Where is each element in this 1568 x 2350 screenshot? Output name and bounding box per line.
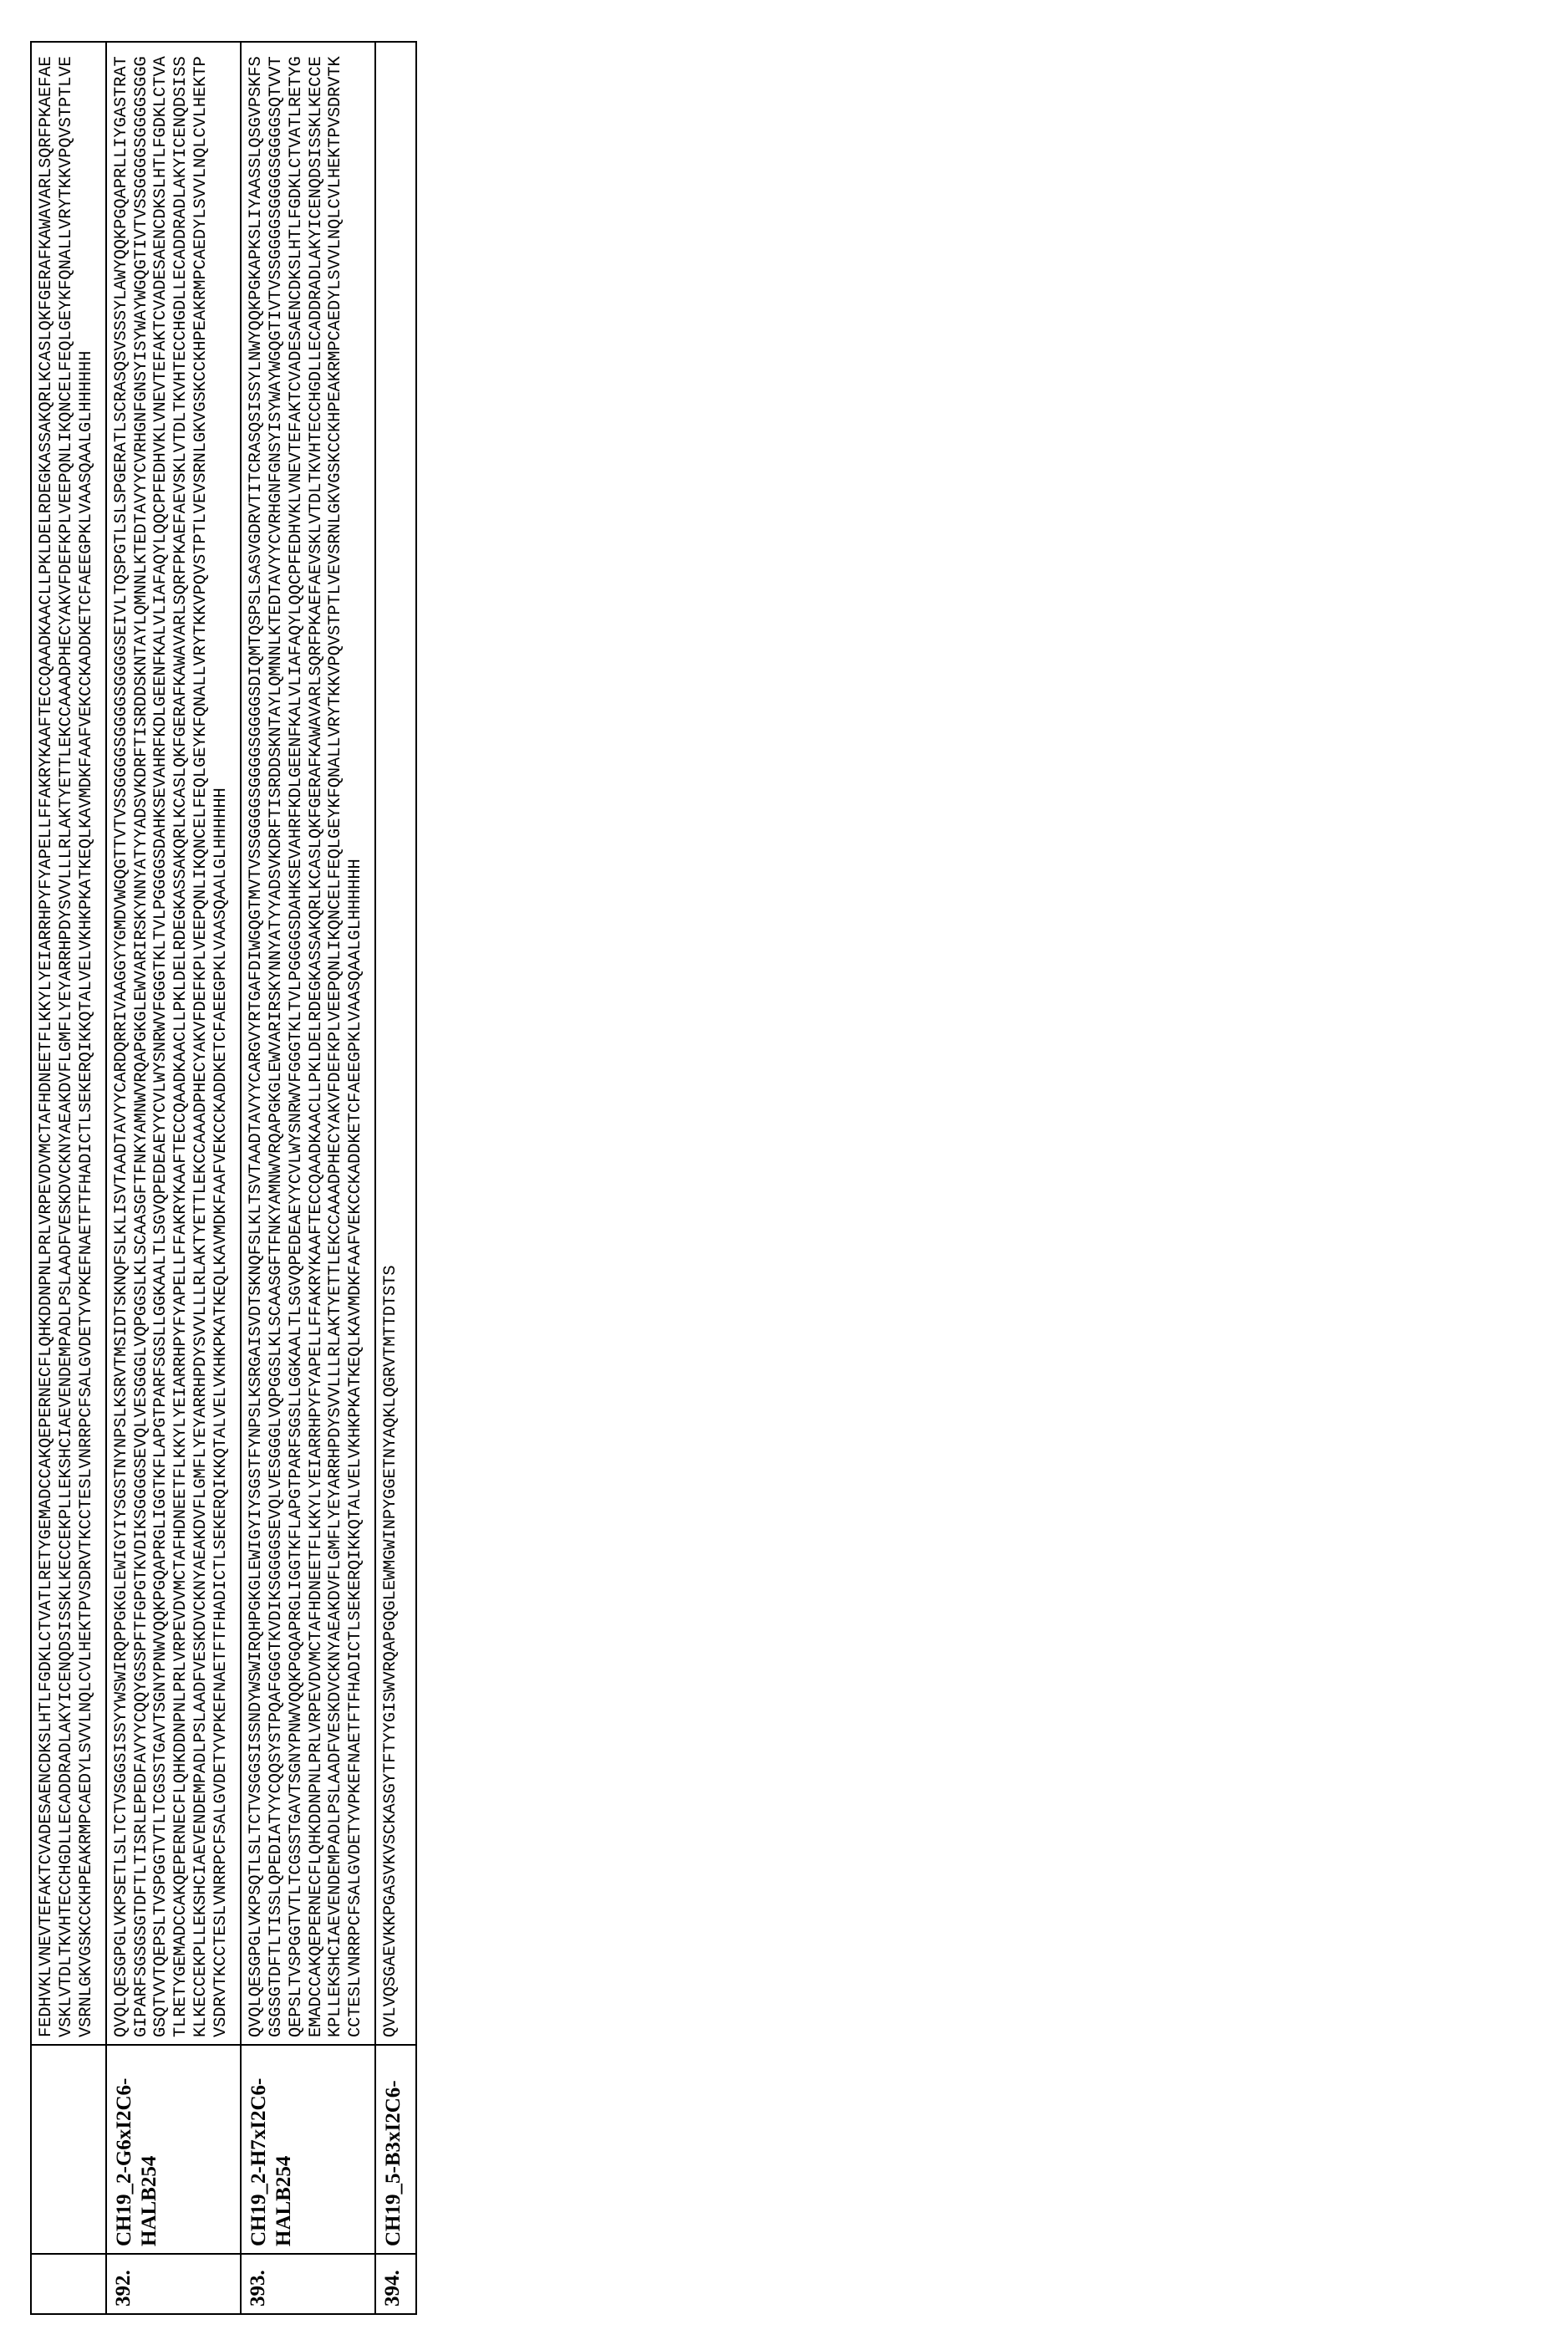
identifier-text: CH19_5-B3xI2C6- bbox=[382, 2080, 405, 2246]
identifier-text: CH19_2-H7xI2C6-HALB254 bbox=[247, 2077, 296, 2246]
row-sequence: QVQLQESGPGLVKPSQTLSLTCTVSGGSISSNDYWSWIRQHPGKGLEWIGYIYSGSTFYNPSLKSRGAISVDTSKNQFSLKLTSVTAADTAVYYCARGVYRTGAFDIWGQGTMVTVSSGGGGSGGGGSGGGGSDIQMTQSPSLSASVGDRVTITCRASQSISSYLNWYQQKPGKAPKSLIYAASSLQSGVPSKFSGSGSGTDFTLTISSLQPEDIATYYCQQSYSTPQAFGGGTKVDIKSGGGGSEVQLVESGGGLVQPGGSLKLSCAASGFTFNKYAMNWVRQAPGKGLEWVARIRSKYNNYATYYADSVKDRFTISRDDSKNTAYLQMNNLKTEDTAVYYCVRHGNFGNSYISYWAYWGQGTIVTVSSGGGGSGGGGSGGGGSQTVVTQEPSLTVSPGGTVTLTCGSSTGAVTSGNYPNWVQQKPGQAPRGLIGGTKFLAPGTPARFSGSLLGGKAALTLSGVQPEDEAEYYCVLWYSNRWVFGGGTKLTVLPGGGGSDAHKSEVAHRFKDLGEENFKALVLIAFAQYLQQCPFEDHVKLVNEVTEFAKTCVADESAENCDKSLHTLFGDKLCTVATLRETYGEMADCCAKQEPERNECFLQHKDDNPNLPRLVRPEVDVMCTAFHDNEETFLKKYLYEIARRHPYFYAPELLFFAKRYKAAFTECCQAADKAACLLPKLDELRDEGKASSAKQRLKCASLQKFGERAFKAWAVARLSQRFPKAEFAEVSKLVTDLTKVHTECCHGDLLECADDRADLAKYICENQDSISSKLKECCEKPLLEKSHCIAEVENDEMPADLPSLAADFVESKDVCKNYAEAKDVFLGMFLYEYARRHPDYSVVLLLRLAKTYETTLEKCCAAADPHECYAKVFDEFKPLVEEPQNLIKQNCELFEQLGEYKFQNALLVRYTKKVPQVSTPTLVEVSRNLGKVGSKCCKHPEAKRMPCAEDYLSVVLNQLCVLHEKTPVSDRVTKCCTESLVNRRPCFSALGVDETYVPKEFNAETFTFHADICTLSEKERQIKKQTALVELVKHKPKATKEQLKAVMDKFAAFVEKCCKADDKETCFAEEGPKLVAASQAALGLHHHHHH bbox=[241, 42, 375, 2045]
row-sequence: FEDHVKLVNEVTEFAKTCVADESAENCDKSLHTLFGDKLCTVATLRETYGEMADCCAKQEPERNECFLQHKDDNPNLPRLVRPEVDVMCTAFHDNEETFLKKYLYEIARRHPYFYAPELLFFAKRYKAAFTECCQAADKAACLLPKLDELRDEGKASSAKQRLKCASLQKFGERAFKAWAVARLSQRFPKAEFAEVSKLVTDLTKVHTECCHGDLLECADDRADLAKYICENQDSISSKLKECCEKPLLEKSHCIAEVENDEMPADLPSLAADFVESKDVCKNYAEAKDVFLGMFLYEYARRHPDYSVVLLLRLAKTYETTLEKCCAAADPHECYAKVFDEFKPLVEEPQNLIKQNCELFEQLGEYKFQNALLVRYTKKVPQVSTPTLVEVSRNLGKVGSKCCKHPEAKRMPCAEDYLSVVLNQLCVLHEKTPVSDRVTKCCTESLVNRRPCFSALGVDETYVPKEFNAETFTFHADICTLSEKERQIKKQTALVELVKHKPKATKEQLKAVMDKFAAFVEKCCKADDKETCFAEEGPKLVAASQAALGLHHHHHH bbox=[31, 42, 106, 2045]
table-body bbox=[31, 42, 416, 2314]
table-row bbox=[106, 42, 241, 2314]
row-number bbox=[31, 2254, 106, 2314]
table-row bbox=[31, 42, 106, 2314]
row-identifier bbox=[375, 2045, 416, 2254]
table-row bbox=[375, 42, 416, 2314]
sequence-listing-table bbox=[30, 41, 417, 2315]
row-sequence: QVQLQESGPGLVKPSETLSLTCTVSGGSISSYYWSWIRQPPGKGLEWIGYIYSGSTNYNPSLKSRVTMSIDTSKNQFSLKLISVTAADTAVYYCARDQRRIVAAGGYYGMDVWGQGTTVTVSSGGGGSGGGGSGGGGSEIVLTQSPGTLSLSPGERATLSCRASQSVSSSYLAWYQQKPGQAPRLLIYGASTRATGIPARFSGSGSGTDFTLTISRLEPEDFAVYYCQQYGSSPFTFGPGTKVDIKSGGGGSEVQLVESGGGLVQPGGSLKLSCAASGFTFNKYAMNWVRQAPGKGLEWVARIRSKYNNYATYYADSVKDRFTISRDDSKNTAYLQMNNLKTEDTAVYYCVRHGNFGNSYISYWAYWGQGTIVTVSSGGGGSGGGGSGGGGSQTVVTQEPSLTVSPGGTVTLTCGSSTGAVTSGNYPNWVQQKPGQAPRGLIGGTKFLAPGTPARFSGSLLGGKAALTLSGVQPEDEAEYYCVLWYSNRWVFGGGTKLTVLPGGGGSDAHKSEVAHRFKDLGEENFKALVLIAFAQYLQQCPFEDHVKLVNEVTEFAKTCVADESAENCDKSLHTLFGDKLCTVATLRETYGEMADCCAKQEPERNECFLQHKDDNPNLPRLVRPEVDVMCTAFHDNEETFLKKYLYEIARRHPYFYAPELLFFAKRYKAAFTECCQAADKAACLLPKLDELRDEGKASSAKQRLKCASLQKFGERAFKAWAVARLSQRFPKAEFAEVSKLVTDLTKVHTECCHGDLLECADDRADLAKYICENQDSISSKLKECCEKPLLEKSHCIAEVENDEMPADLPSLAADFVESKDVCKNYAEAKDVFLGMFLYEYARRHPDYSVVLLLRLAKTYETTLEKCCAAADPHECYAKVFDEFKPLVEEPQNLIKQNCELFEQLGEYKFQNALLVRYTKKVPQVSTPTLVEVSRNLGKVGSKCCKHPEAKRMPCAEDYLSVVLNQLCVLHEKTPVSDRVTKCCTESLVNRRPCFSALGVDETYVPKEFNAETFTFHADICTLSEKERQIKKQTALVELVKHKPKATKEQLKAVMDKFAAFVEKCCKADDKETCFAEEGPKLVAASQAALGLHHHHHH bbox=[106, 42, 241, 2045]
row-number: 394. bbox=[375, 2254, 416, 2314]
row-number: 392. bbox=[106, 2254, 241, 2314]
identifier-text: CH19_2-G6xI2C6-HALB254 bbox=[112, 2077, 161, 2246]
row-sequence: QVLVQSGAEVKKPGASVKVSCKASGYTFTYYGISWVRQAPGQGLEWMGWINPYGGETNYAQKLQGRVTMTTDTSTS bbox=[375, 42, 416, 2045]
table-row bbox=[241, 42, 375, 2314]
row-number: 393. bbox=[241, 2254, 375, 2314]
row-identifier bbox=[31, 2045, 106, 2254]
row-identifier bbox=[241, 2045, 375, 2254]
row-identifier bbox=[106, 2045, 241, 2254]
